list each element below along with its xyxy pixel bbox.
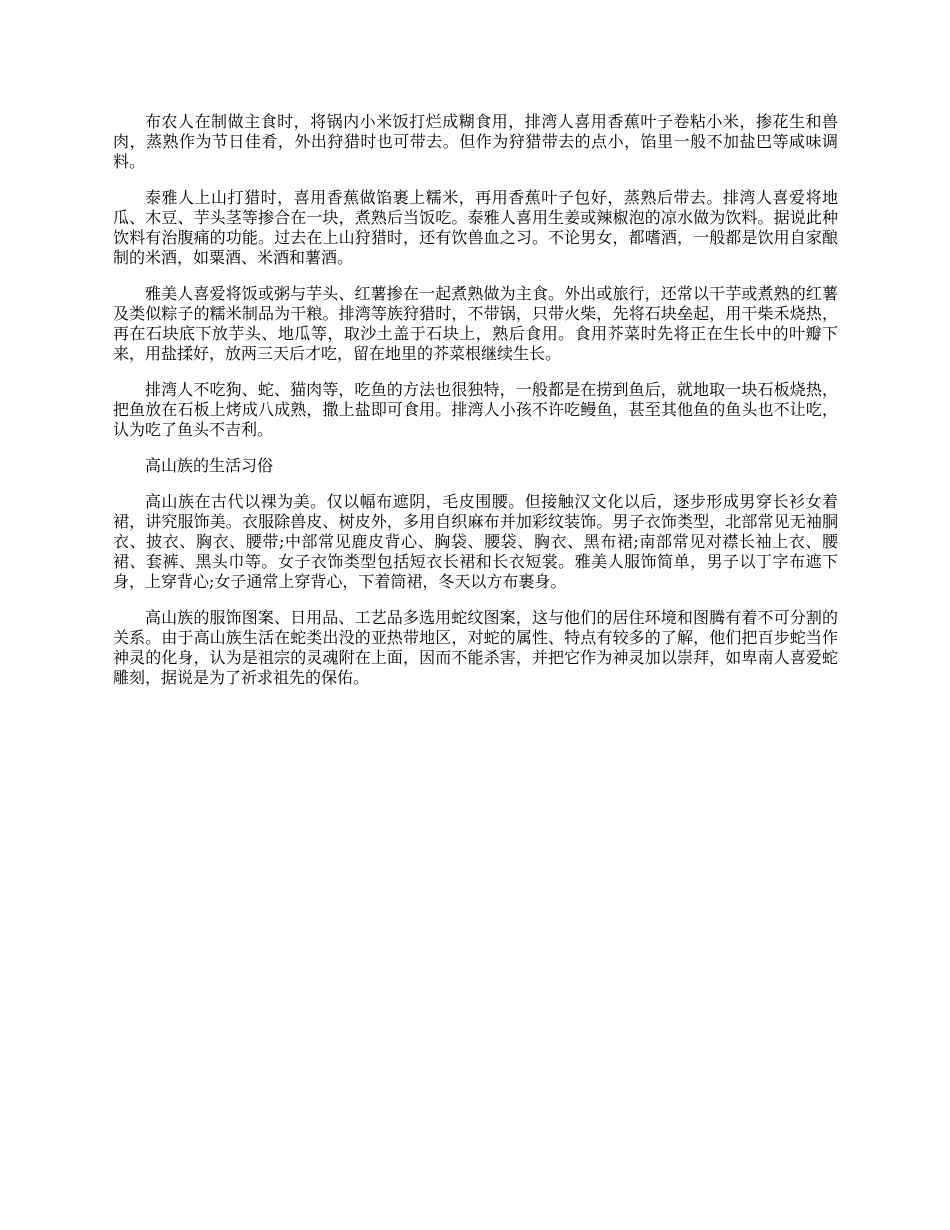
- paragraph-snake-patterns: 高山族的服饰图案、日用品、工艺品多选用蛇纹图案，这与他们的居住环境和图腾有着不可分割的关系。由于高山族生活在蛇类出没的亚热带地区，对蛇的属性、特点有较多的了解，他们把百步蛇当作神灵的化身，认为是祖宗的灵魂附在上面，因而不能杀害，并把它作为神灵加以崇拜，如卑南人喜爱蛇雕刻，据说是为了祈求祖先的保佑。: [113, 608, 838, 687]
- paragraph-bunun-staple-food: 布农人在制做主食时，将锅内小米饭打烂成糊食用，排湾人喜用香蕉叶子卷粘小米，掺花生和兽肉，蒸熟作为节日佳肴，外出狩猎时也可带去。但作为狩猎带去的点小，馅里一般不加盐巴等咸味调料。: [113, 112, 838, 171]
- document-body: [113, 112, 838, 704]
- paragraph-clothing: 高山族在古代以裸为美。仅以幅布遮阴，毛皮围腰。但接触汉文化以后，逐步形成男穿长衫女着裙，讲究服饰美。衣服除兽皮、树皮外，多用自织麻布并加彩纹装饰。男子衣饰类型，北部常见无袖胴衣、披衣、胸衣、腰带;中部常见鹿皮背心、胸袋、腰袋、胸衣、黑布裙;南部常见对襟长袖上衣、腰裙、套裤、黑头巾等。女子衣饰类型包括短衣长裙和长衣短裳。雅美人服饰简单，男子以丁字布遮下身，上穿背心;女子通常上穿背心，下着筒裙，冬天以方布裹身。: [113, 492, 838, 591]
- paragraph-atayal-hunting-food: 泰雅人上山打猎时，喜用香蕉做馅裹上糯米，再用香蕉叶子包好，蒸熟后带去。排湾人喜爱将地瓜、木豆、芋头茎等掺合在一块，煮熟后当饭吃。泰雅人喜用生姜或辣椒泡的凉水做为饮料。据说此种饮料有治腹痛的功能。过去在上山狩猎时，还有饮兽血之习。不论男女，都嗜酒，一般都是饮用自家酿制的米酒，如粟酒、米酒和薯酒。: [113, 188, 838, 267]
- paragraph-yami-staple-food: 雅美人喜爱将饭或粥与芋头、红薯掺在一起煮熟做为主食。外出或旅行，还常以干芋或煮熟的红薯及类似粽子的糯米制品为干粮。排湾等族狩猎时，不带锅，只带火柴，先将石块垒起，用干柴禾烧热，再在石块底下放芋头、地瓜等，取沙土盖于石块上，熟后食用。食用芥菜时先将正在生长中的叶瓣下来，用盐揉好，放两三天后才吃，留在地里的芥菜根继续生长。: [113, 284, 838, 363]
- section-heading: 高山族的生活习俗: [145, 456, 274, 475]
- paragraph-paiwan-food-taboos: 排湾人不吃狗、蛇、猫肉等，吃鱼的方法也很独特，一般都是在捞到鱼后，就地取一块石板烧热，把鱼放在石板上烤成八成熟，撒上盐即可食用。排湾人小孩不许吃鳗鱼，甚至其他鱼的鱼头也不让吃，认为吃了鱼头不吉利。: [113, 380, 838, 439]
